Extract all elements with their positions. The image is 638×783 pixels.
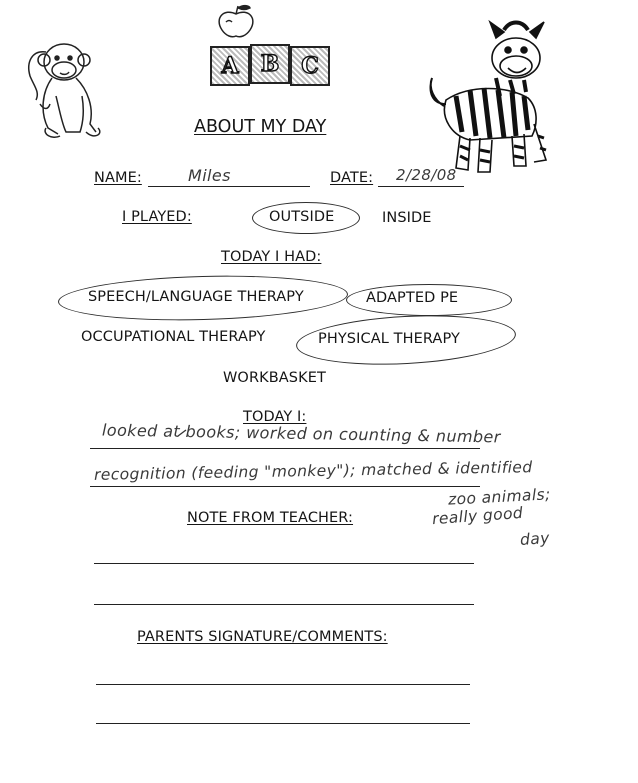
monkey-icon bbox=[29, 44, 100, 137]
teacher-line-1 bbox=[94, 563, 474, 564]
today-i-line-2 bbox=[90, 486, 480, 487]
date-label: DATE: bbox=[330, 170, 374, 186]
name-line bbox=[148, 186, 310, 187]
parents-line-1 bbox=[96, 684, 470, 685]
option-physical-therapy: PHYSICAL THERAPY bbox=[318, 331, 460, 347]
name-label: NAME: bbox=[94, 170, 142, 186]
today-i-label: TODAY I: bbox=[243, 409, 307, 425]
option-speech-language-therapy: SPEECH/LANGUAGE THERAPY bbox=[88, 289, 304, 305]
today-i-line-1 bbox=[90, 448, 480, 449]
today-i-text-4: really good bbox=[431, 503, 524, 529]
today-i-text-1: looked at books; worked on counting & number bbox=[101, 420, 501, 447]
block-c: C bbox=[290, 46, 330, 86]
option-workbasket: WORKBASKET bbox=[223, 370, 326, 386]
parents-label: PARENTS SIGNATURE/COMMENTS: bbox=[137, 629, 388, 645]
date-value: 2/28/08 bbox=[396, 166, 457, 184]
date-line bbox=[378, 186, 464, 187]
option-adapted-pe: ADAPTED PE bbox=[366, 290, 459, 306]
teacher-note-label: NOTE FROM TEACHER: bbox=[187, 510, 354, 526]
option-outside: OUTSIDE bbox=[269, 209, 335, 225]
name-value: Miles bbox=[188, 166, 231, 185]
parents-line-2 bbox=[96, 723, 470, 724]
today-i-text-2: recognition (feeding "monkey"); matched & identified bbox=[93, 458, 533, 484]
page-title: ABOUT MY DAY bbox=[194, 117, 327, 137]
zebra-icon bbox=[431, 22, 546, 172]
block-b: B bbox=[250, 44, 290, 84]
today-had-label: TODAY I HAD: bbox=[221, 249, 322, 265]
teacher-line-2 bbox=[94, 604, 474, 605]
today-i-text-3: zoo animals; bbox=[447, 485, 552, 509]
block-a: A bbox=[210, 46, 250, 86]
option-occupational-therapy: OCCUPATIONAL THERAPY bbox=[81, 329, 266, 345]
option-inside: INSIDE bbox=[382, 210, 432, 226]
apple-icon bbox=[219, 6, 253, 37]
today-i-text-5: day bbox=[519, 528, 551, 550]
played-label: I PLAYED: bbox=[122, 209, 192, 225]
